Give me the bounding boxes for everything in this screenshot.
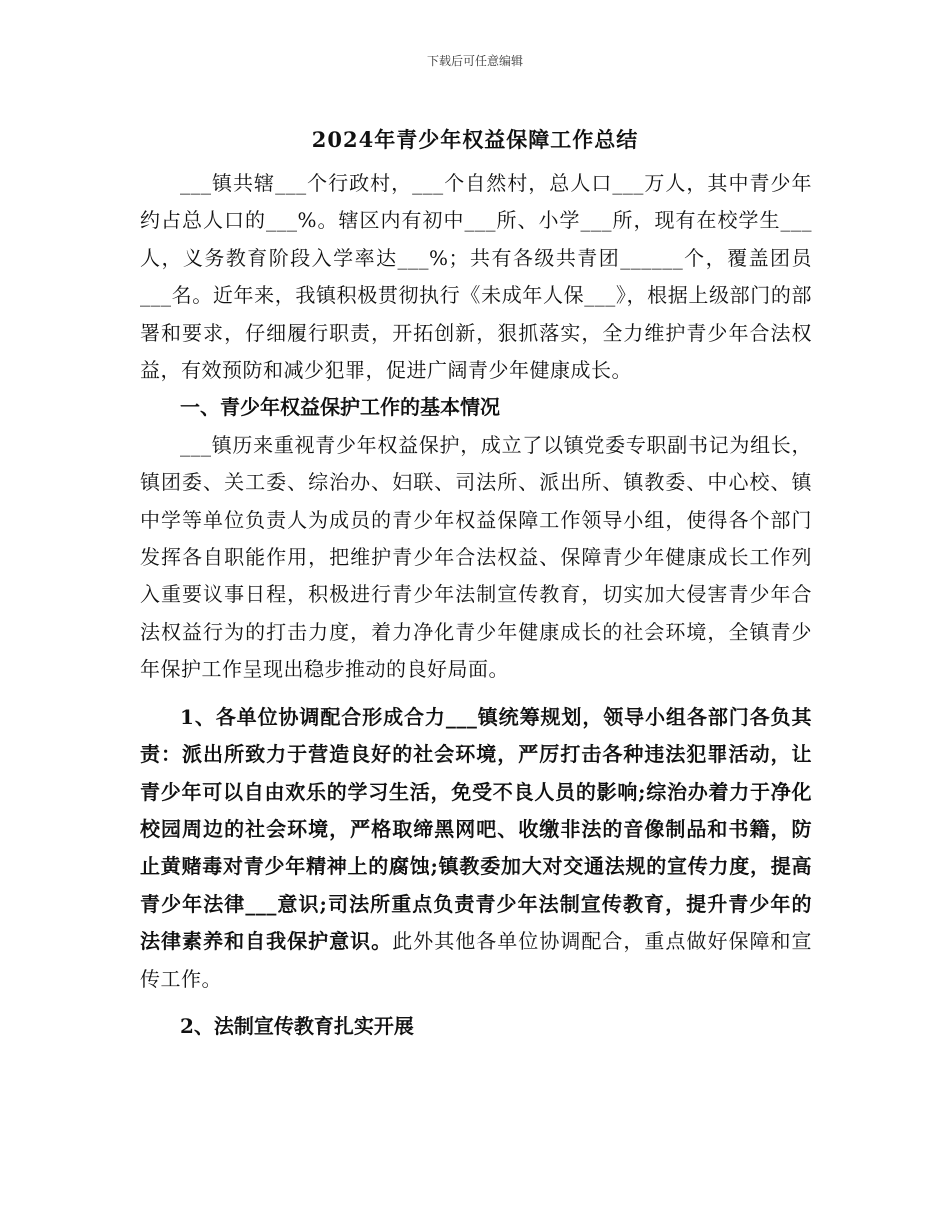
section-heading-basic-situation: 一、青少年权益保护工作的基本情况	[180, 395, 500, 420]
paragraph-overview: ___镇共辖___个行政村，___个自然村，总人口___万人，其中青少年约占总人口的___%。辖区内有初中___所、小学___所，现有在校学生___人，义务教育阶段入学率达___%；共有各级共青团______个，覆盖团员___名。近年来，我镇积极贯彻执行《未成年人保___》，根据上级部门的部署和要求，仔细履行职责，开拓创新，狠抓落实，全力维护青少年合法权益，有效预防和减少犯罪，促进广阔青少年健康成长。	[140, 171, 812, 383]
section-heading-legal-education: 2、法制宣传教育扎实开展	[180, 1013, 414, 1038]
paragraph-leadership-group: ___镇历来重视青少年权益保护，成立了以镇党委专职副书记为组长，镇团委、关工委、综治办、妇联、司法所、派出所、镇教委、中心校、镇中学等单位负责人为成员的青少年权益保障工作领导小组，使得各个部门发挥各自职能作用，把维护青少年合法权益、保障青少年健康成长工作列入重要议事日程，积极进行青少年法制宣传教育，切实加大侵害青少年合法权益行为的打击力度，着力净化青少年健康成长的社会环境，全镇青少年保护工作呈现出稳步推动的良好局面。	[140, 432, 812, 682]
header-note: 下载后可任意编辑	[426, 54, 523, 68]
coordination-normal-text: 此外其他各单位协调配合，重点做好保障和宣传工作。	[140, 929, 813, 991]
document-title: 2024年青少年权益保障工作总结	[311, 127, 639, 152]
paragraph-coordination	[140, 699, 812, 998]
coordination-bold-text: 1、各单位协调配合形成合力___镇统筹规划，领导小组各部门各负其责：派出所致力于营造良好的社会环境，严厉打击各种违法犯罪活动，让青少年可以自由欢乐的学习生活，免受不良人员的影响;综治办着力于净化校园周边的社会环境，严格取缔黑网吧、收缴非法的音像制品和书籍，防止黄赌毒对青少年精神上的腐蚀;镇教委加大对交通法规的宣传力度，提高青少年法律___意识;司法所重点负责青少年法制宣传教育，提升青少年的法律素养和自我保护意识。	[140, 704, 812, 954]
document-body	[140, 165, 812, 1045]
